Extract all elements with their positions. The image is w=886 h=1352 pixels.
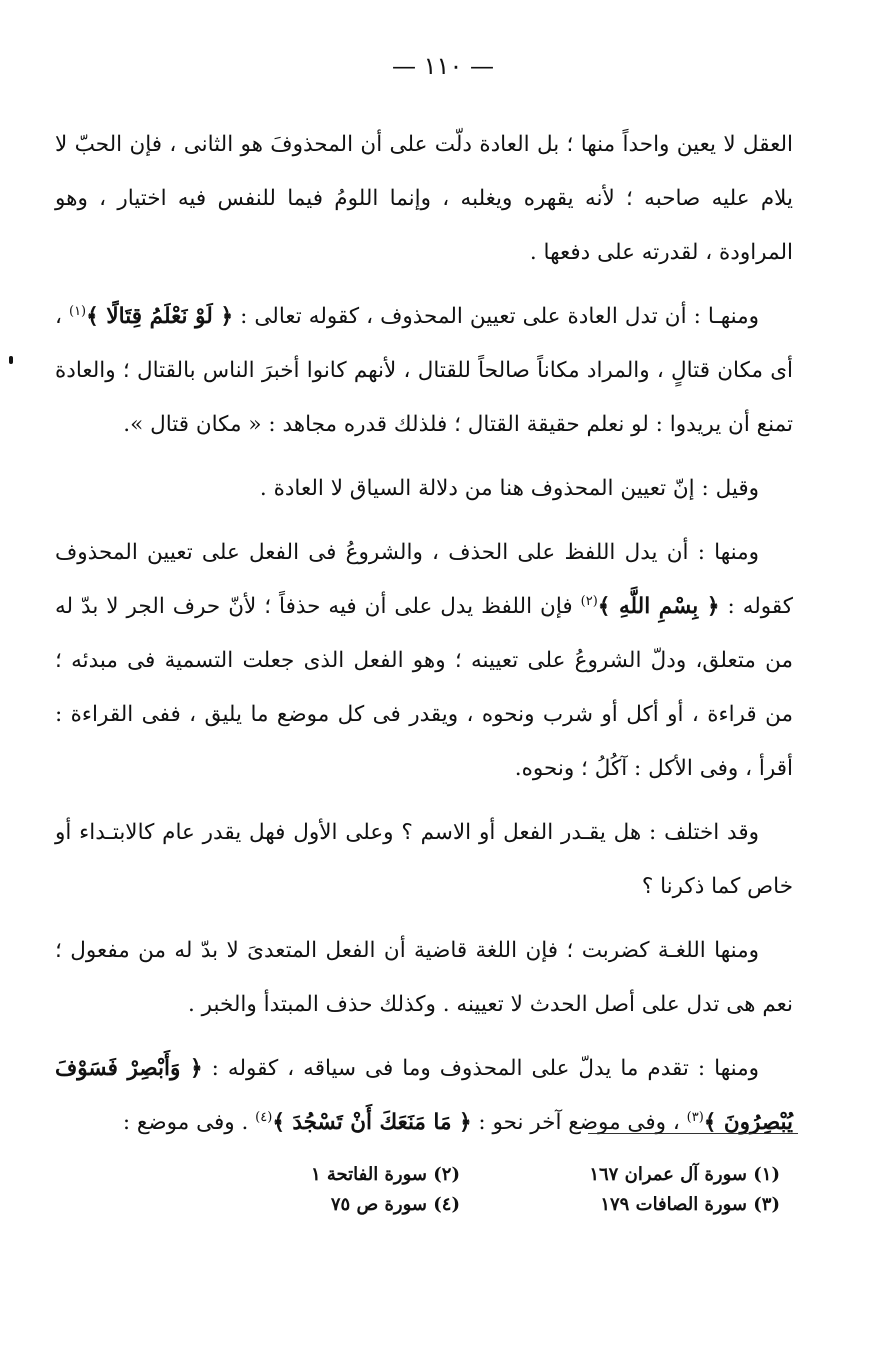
paragraph-4-after: فإن اللفظ يدل على أن فيه حذفاً ؛ لأنّ حرف الجر لا بدّ له من متعلق، ودلّ الشروعُ على تعيينه ؛ وهو الفعل الذى جعلت التسمية فى مبدئه ؛ من قراءة ، أو أكل أو شرب ونحوه ، ويقدر فى كل موضع ما يليق ، ففى القراءة : أقرأ ، وفى الأكل : آكُلُ ؛ ونحوه. (55, 594, 793, 781)
footnote-3: (٣) سورة الصافات ١٧٩ (600, 1194, 780, 1215)
paragraph-7-middle: ، وفى موضع آخر نحو : (471, 1110, 687, 1135)
paragraph-3: وقيل : إنّ تعيين المحذوف هنا من دلالة السياق لا العادة . (259, 476, 759, 501)
paragraph-5: وقد اختلف : هل يقـدر الفعل أو الاسم ؟ وعلى الأول فهل يقدر عام كالابتـداء أو خاص كما ذكرنا ؟ (55, 820, 793, 899)
quran-quote-4: ﴿ مَا مَنَعَكَ أَنْ تَسْجُدَ ﴾ (272, 1110, 472, 1135)
paragraph-2-before: ومنهـا : أن تدل العادة على تعيين المحذوف ، كقوله تعالى : (233, 304, 759, 329)
paragraph-7-after: . وفى موضع : (122, 1110, 256, 1135)
quran-quote-3: ﴿ وَأَبْصِرْ فَسَوْفَ يُبْصِرُونَ ﴾ (55, 1056, 793, 1135)
footnote-row (160, 1160, 780, 1190)
footnote-ref-2: (٢) (580, 593, 598, 609)
footnote-1: (١) سورة آل عمران ١٦٧ (589, 1164, 780, 1185)
paragraph-2-after: ، أى مكان قتالٍ ، والمراد مكاناً صالحاً للقتال ، لأنهم كانوا أخبرَ الناس بالقتال ؛ والعادة تمنع أن يريدوا : لو نعلم حقيقة القتال ؛ فلذلك قدره مجاهد : « مكان قتال ». (55, 304, 793, 437)
paragraph-6: ومنها اللغـة كضربت ؛ فإن اللغة قاضية أن الفعل المتعدىَ لا بدّ له من مفعول ؛ نعم هى تدل على أصل الحدث لا تعيينه . وكذلك حذف المبتدأ والخبر . (55, 938, 793, 1017)
quran-quote-1: ﴿ لَوْ نَعْلَمُ قِتَالًا ﴾ (86, 304, 234, 329)
paragraph-2 (55, 290, 793, 452)
footnote-ref-1: (١) (68, 303, 87, 319)
margin-mark (9, 356, 13, 364)
footnote-row (160, 1190, 780, 1220)
paragraph-4 (55, 526, 793, 796)
paragraph-7-before: ومنها : تقدم ما يدلّ على المحذوف وما فى سياقه ، كقوله : (202, 1056, 759, 1081)
footnote-divider (588, 1133, 798, 1134)
main-text (55, 118, 793, 1160)
footnote-4: (٤) سورة ص ٧٥ (330, 1194, 460, 1215)
quran-quote-2: ﴿ بِسْمِ اللَّهِ ﴾ (597, 594, 720, 619)
footnotes (160, 1160, 780, 1220)
page-number: — ١١٠ — (392, 52, 494, 80)
footnote-ref-3: (٣) (686, 1109, 704, 1125)
paragraph-1: العقل لا يعين واحداً منها ؛ بل العادة دلّت على أن المحذوفَ هو الثانى ، فإن الحبّ لا يلام عليه صاحبه ؛ لأنه يقهره ويغلبه ، وإنما اللومُ فيما للنفس فيه اختيار ، وهو المراودة ، لقدرته على دفعها . (55, 132, 793, 265)
paragraph-4-before: ومنها : أن يدل اللفظ على الحذف ، والشروعُ فى الفعل على تعيين المحذوف كقوله : (55, 540, 794, 619)
footnote-2: (٢) سورة الفاتحة ١ (310, 1164, 460, 1185)
footnote-ref-4: (٤) (255, 1109, 273, 1125)
